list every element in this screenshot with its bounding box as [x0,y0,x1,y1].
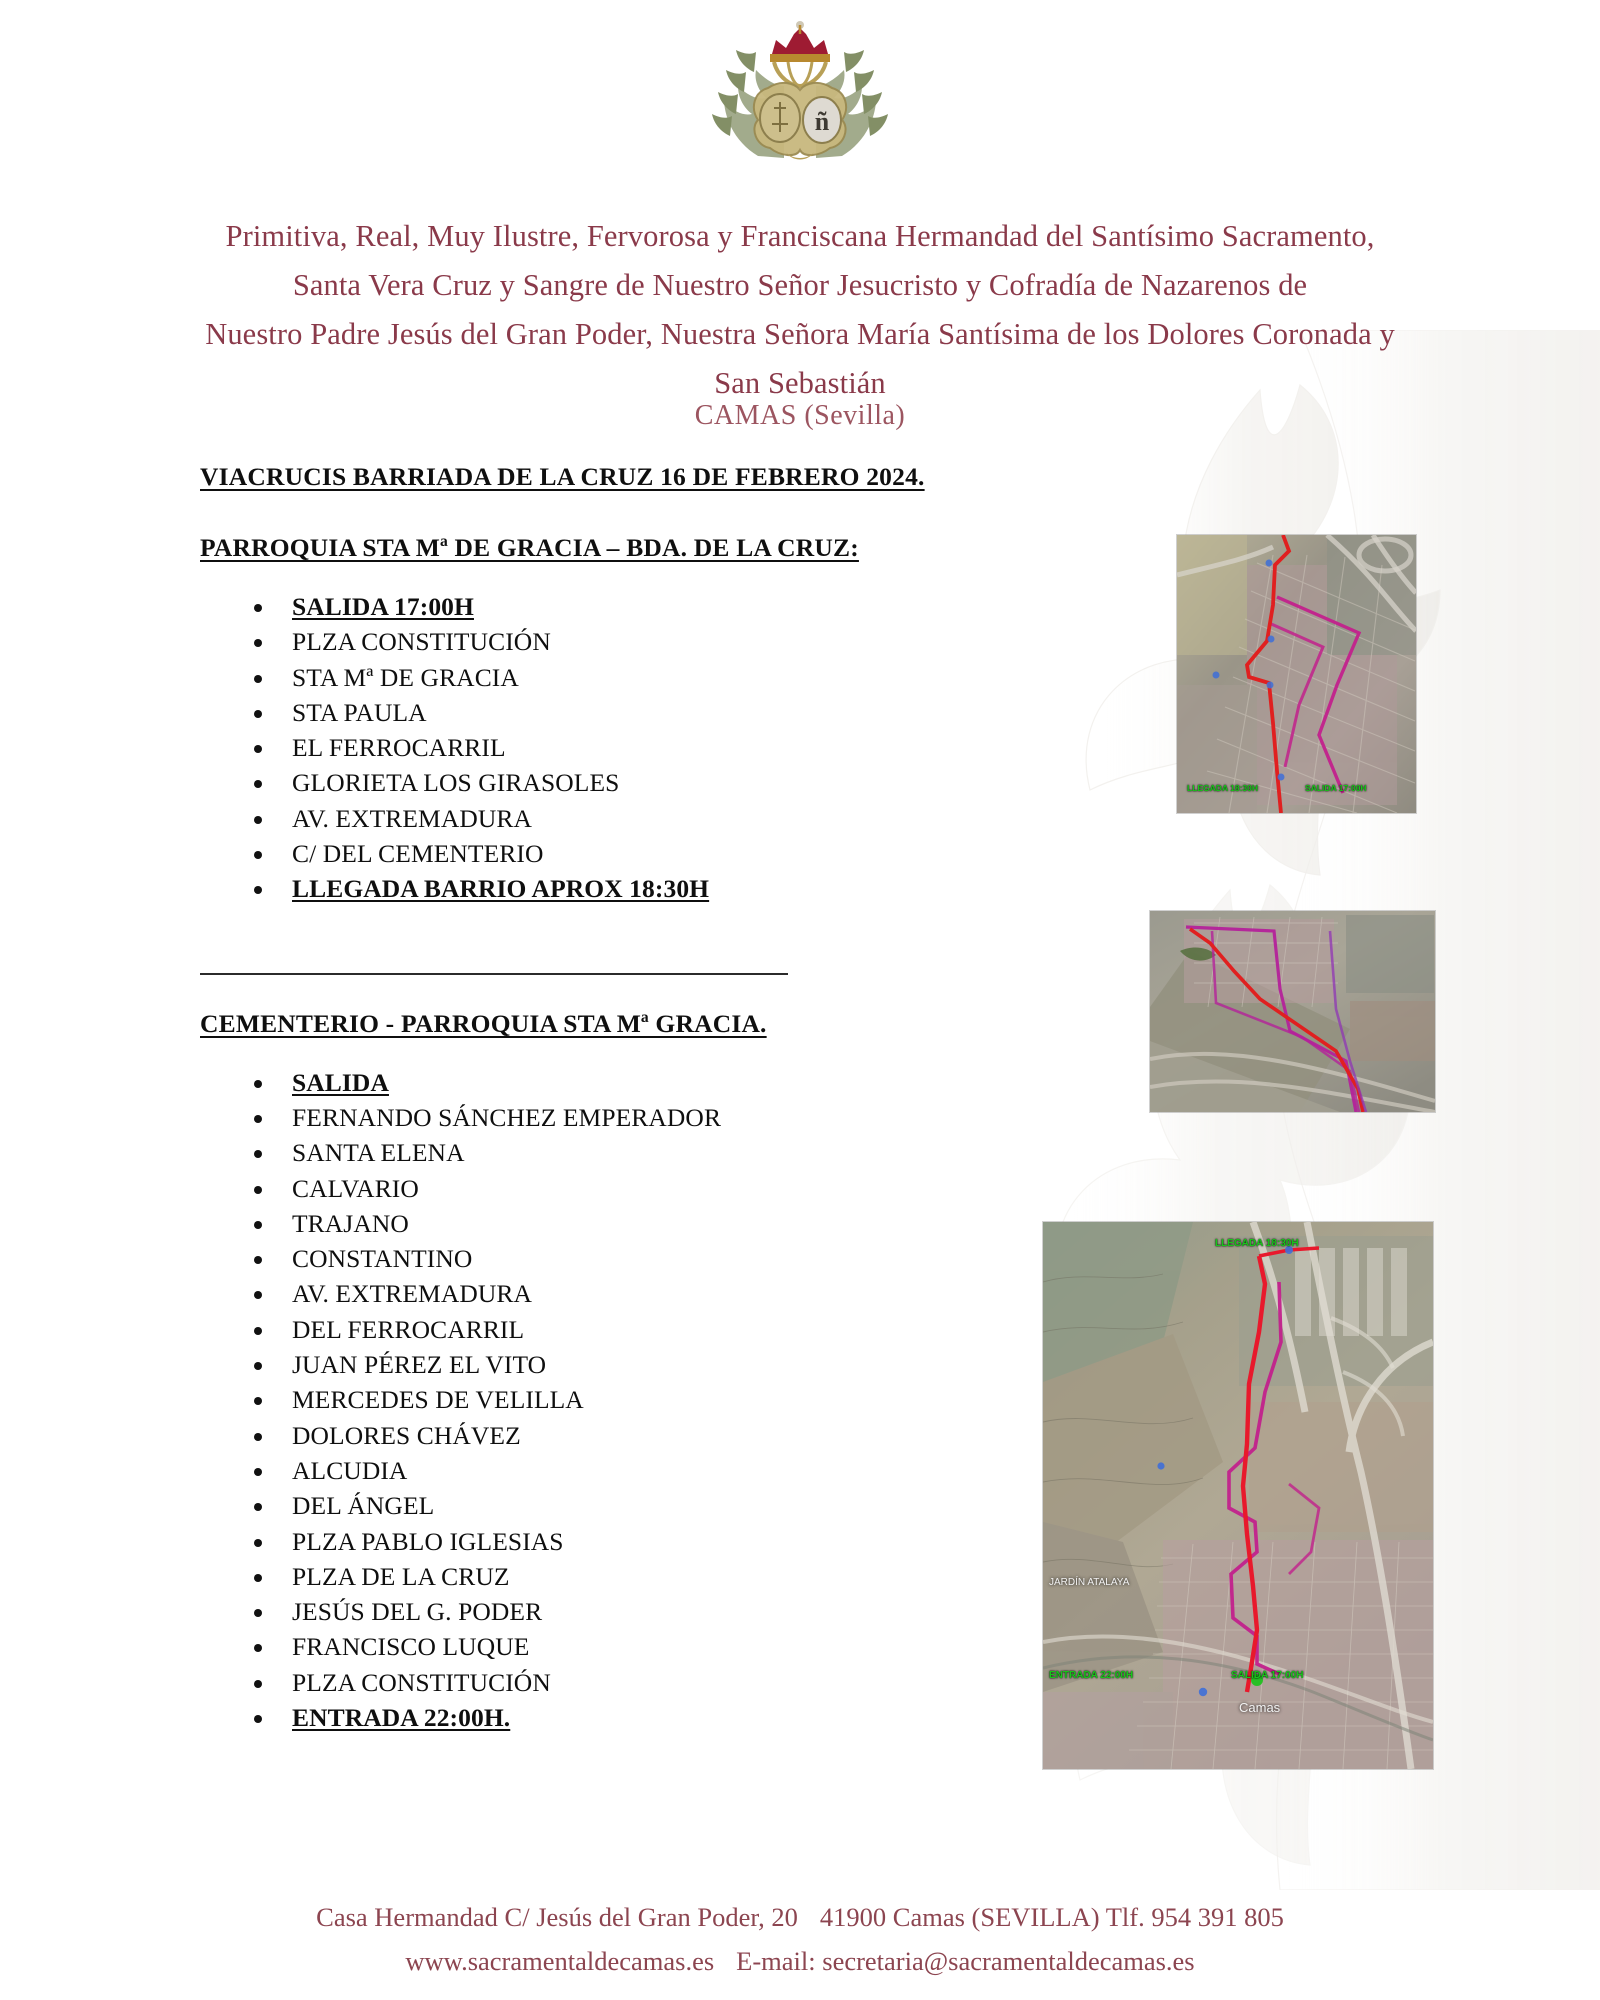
hermandad-title-line-4: San Sebastián [714,366,886,400]
list-item: FERNANDO SÁNCHEZ EMPERADOR [252,1100,1090,1135]
footer-email[interactable]: E-mail: secretaria@sacramentaldecamas.es [736,1946,1195,1976]
list-item: DEL ÁNGEL [252,1488,1090,1523]
svg-text:ñ: ñ [814,107,830,136]
list-item: AV. EXTREMADURA [252,801,1090,836]
footer-contact: 41900 Camas (SEVILLA) Tlf. 954 391 805 [819,1902,1284,1932]
footer-web-line [0,1939,1600,1983]
list-item: MERCEDES DE VELILLA [252,1382,1090,1417]
page-title: VIACRUCIS BARRIADA DE LA CRUZ 16 DE FEBRERO 2024. [200,462,925,491]
hermandad-title [80,212,1520,408]
map-place-label-camas: Camas [1239,1700,1281,1715]
route-map-overview-camas [1043,1222,1433,1769]
route-map-barriada-detail [1177,535,1416,813]
list-item: SANTA ELENA [252,1135,1090,1170]
list-item: GLORIETA LOS GIRASOLES [252,765,1090,800]
list-item: PLZA CONSTITUCIÓN [252,1665,1090,1700]
footer-website[interactable]: www.sacramentaldecamas.es [405,1946,715,1976]
list-item: LLEGADA BARRIO APROX 18:30H [252,871,1090,906]
map-place-label-jardin-atalaya: JARDÍN ATALAYA [1049,1577,1130,1588]
route-list-section-1 [200,589,1090,907]
list-item: EL FERROCARRIL [252,730,1090,765]
list-item: SALIDA [252,1065,1090,1100]
list-item: TRAJANO [252,1206,1090,1241]
footer-address-line [0,1895,1600,1939]
list-item: PLZA CONSTITUCIÓN [252,624,1090,659]
list-item: ENTRADA 22:00H. [252,1700,1090,1735]
list-item: CALVARIO [252,1171,1090,1206]
list-item: SALIDA 17:00H [252,589,1090,624]
map-label-entrada: ENTRADA 22:00H [1049,1670,1134,1681]
satellite-map-image [1177,535,1416,813]
list-item: JUAN PÉREZ EL VITO [252,1347,1090,1382]
list-item: STA Mª DE GRACIA [252,660,1090,695]
route-list-section-2 [200,1065,1090,1736]
section-1-heading: PARROQUIA STA Mª DE GRACIA – BDA. DE LA CRUZ: [200,533,859,562]
section-divider [200,973,788,975]
list-item: PLZA PABLO IGLESIAS [252,1524,1090,1559]
map-label-salida: SALIDA 17:00H [1231,1670,1304,1681]
list-item: JESÚS DEL G. PODER [252,1594,1090,1629]
list-item: DOLORES CHÁVEZ [252,1418,1090,1453]
coat-of-arms-icon [700,16,900,166]
city-subtitle: CAMAS (Sevilla) [694,400,906,431]
list-item: CONSTANTINO [252,1241,1090,1276]
list-item: FRANCISCO LUQUE [252,1629,1090,1664]
hermandad-title-line-2: Santa Vera Cruz y Sangre de Nuestro Señor Jesucristo y Cofradía de Nazarenos de [292,268,1308,302]
map-label-llegada: LLEGADA 18:30H [1215,1238,1299,1249]
satellite-map-image [1150,911,1435,1112]
list-item: ALCUDIA [252,1453,1090,1488]
list-item: STA PAULA [252,695,1090,730]
document-body [200,462,1090,1735]
hermandad-title-line-1: Primitiva, Real, Muy Ilustre, Fervorosa y Franciscana Hermandad del Santísimo Sacramento, [225,219,1375,253]
footer [0,1895,1600,1983]
hermandad-title-line-3: Nuestro Padre Jesús del Gran Poder, Nuestra Señora María Santísima de los Dolores Coronada y [205,317,1395,351]
footer-address: Casa Hermandad C/ Jesús del Gran Poder, 20 [316,1902,798,1932]
map-label-llegada: LLEGADA 18:30H [1187,783,1259,793]
satellite-map-image [1043,1222,1433,1769]
crest-container [0,16,1600,166]
list-item: C/ DEL CEMENTERIO [252,836,1090,871]
section-2-heading: CEMENTERIO - PARROQUIA STA Mª GRACIA. [200,1008,767,1038]
list-item: AV. EXTREMADURA [252,1276,1090,1311]
map-label-salida: SALIDA 17:00H [1305,783,1367,793]
list-item: PLZA DE LA CRUZ [252,1559,1090,1594]
list-item: DEL FERROCARRIL [252,1312,1090,1347]
route-map-cemetery-approach [1150,911,1435,1112]
